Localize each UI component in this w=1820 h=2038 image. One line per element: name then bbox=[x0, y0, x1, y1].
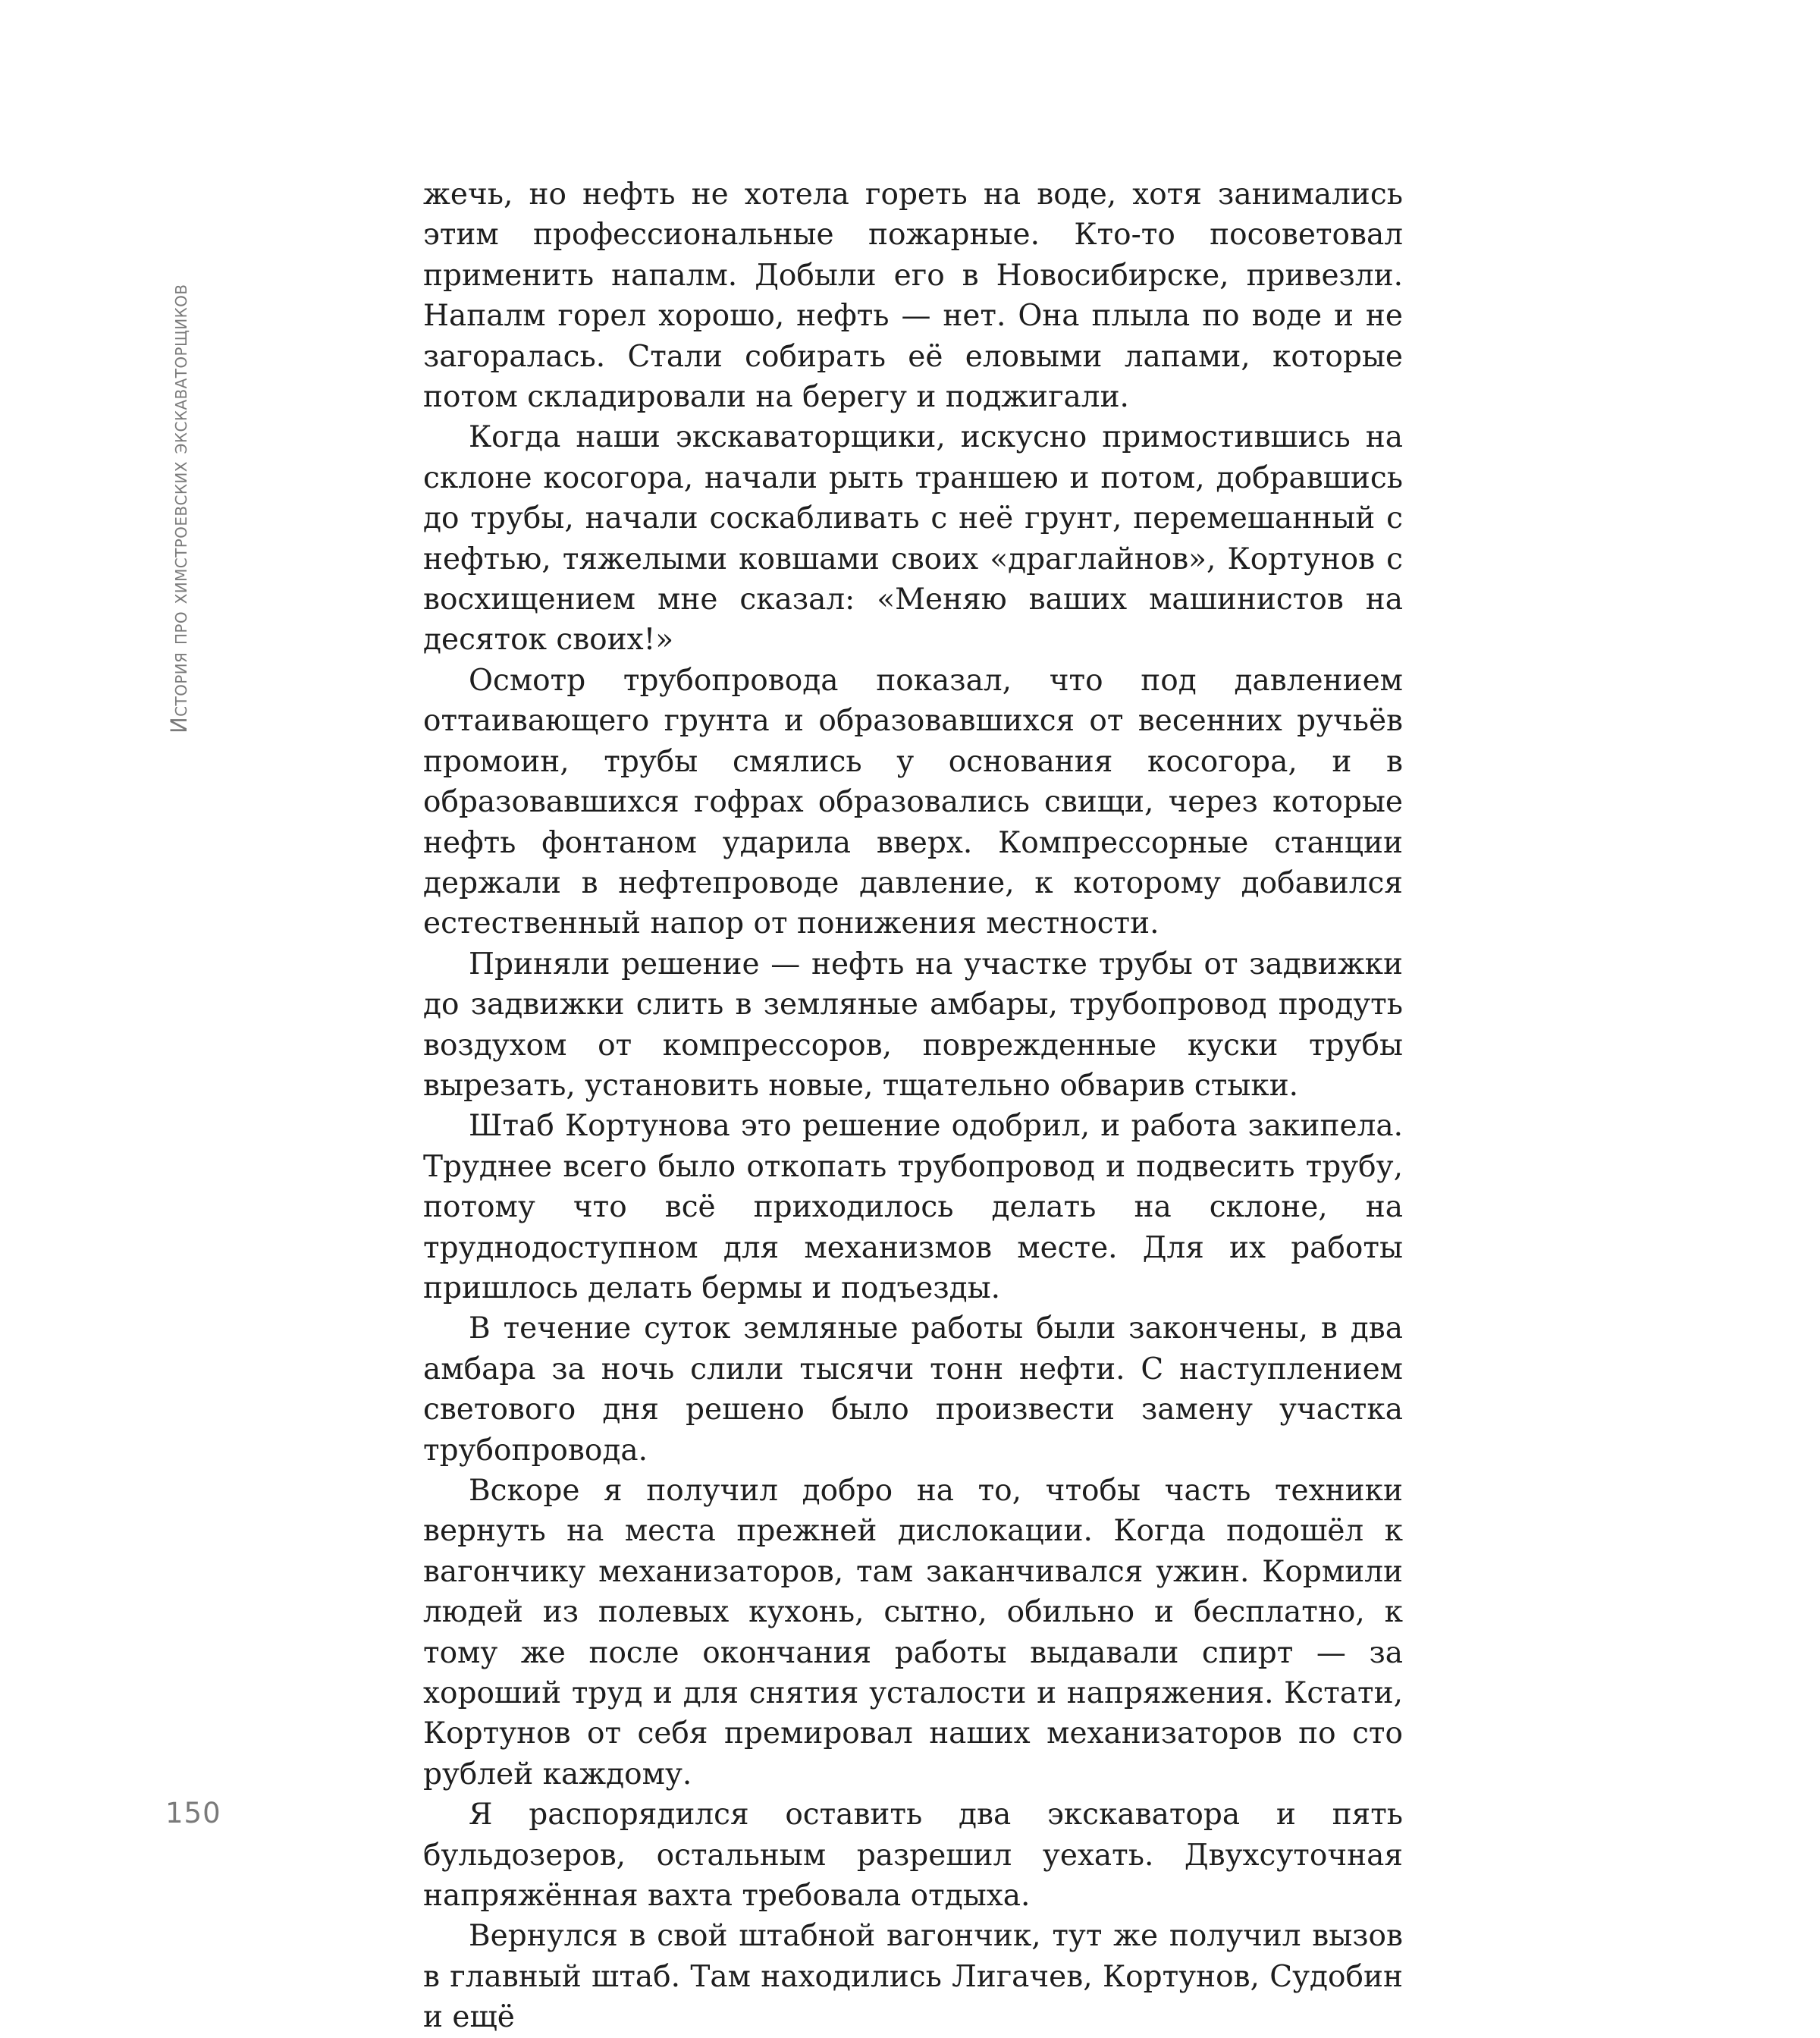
paragraph: В течение суток земляные работы были закончены, в два амбара за ночь слили тысячи тонн нефти. С наступлением светового дня решено было произвести замену участка трубопровода. bbox=[423, 1311, 1403, 1468]
paragraph: Вернулся в свой штабной вагончик, тут же получил вызов в главный штаб. Там находились Лигачев, Кортунов, Судобин и ещё bbox=[423, 1919, 1403, 2035]
paragraph: Приняли решение — нефть на участке трубы от задвижки до задвижки слить в земляные амбары, трубопровод продуть воздухом от компрессоров, поврежденные куски трубы вырезать, установить новые, тщательно обварив стыки. bbox=[423, 947, 1403, 1103]
page-number: 150 bbox=[165, 1797, 221, 1829]
paragraph: Когда наши экскаваторщики, искусно примостившись на склоне косогора, начали рыть траншею и потом, добравшись до трубы, начали соскабливать с неё грунт, перемешанный с нефтью, тяжелыми ковшами своих «драглайнов», Кортунов с восхищением мне сказал: «Меняю ваших машинистов на десяток своих!» bbox=[423, 420, 1403, 658]
paragraph: Вскоре я получил добро на то, чтобы часть техники вернуть на места прежней дислокации. Когда подошёл к вагончику механизаторов, там заканчивался ужин. Кормили людей из полевых кухонь, сытно, обильно и бесплатно, к тому же после окончания работы выдавали спирт — за хороший труд и для снятия усталости и напряжения. Кстати, Кортунов от себя премировал наших механизаторов по сто рублей каждому. bbox=[423, 1474, 1403, 1791]
paragraph: Осмотр трубопровода показал, что под давлением оттаивающего грунта и образовавшихся от весенних ручьёв промоин, трубы смялись у основания косогора, и в образовавшихся гофрах образовались свищи, через которые нефть фонтаном ударила вверх. Компрессорные станции держали в нефтепроводе давление, к которому добавился естественный напор от понижения местности. bbox=[423, 663, 1403, 941]
paragraph: Я распорядился оставить два экскаватора и пять бульдозеров, остальным разрешил уехать. Двухсуточная напряжённая вахта требовала отдыха. bbox=[423, 1798, 1403, 1914]
paragraph: жечь, но нефть не хотела гореть на воде, хотя занимались этим профессиональные пожарные. Кто-то посоветовал применить напалм. Добыли его в Новосибирске, привезли. Напалм горел хорошо, нефть — нет. Она плыла по воде и не загоралась. Стали собирать её еловыми лапами, которые потом складировали на берегу и поджигали. bbox=[423, 177, 1403, 415]
paragraph: Штаб Кортунова это решение одобрил, и работа закипела. Труднее всего было откопать трубопровод и подвесить трубу, потому что всё приходилось делать на склоне, на труднодоступном для механизмов месте. Для их работы пришлось делать бермы и подъезды. bbox=[423, 1109, 1403, 1305]
body-text bbox=[423, 174, 1403, 2038]
running-head: История про химстроевских экскаваторщиков bbox=[166, 284, 192, 733]
